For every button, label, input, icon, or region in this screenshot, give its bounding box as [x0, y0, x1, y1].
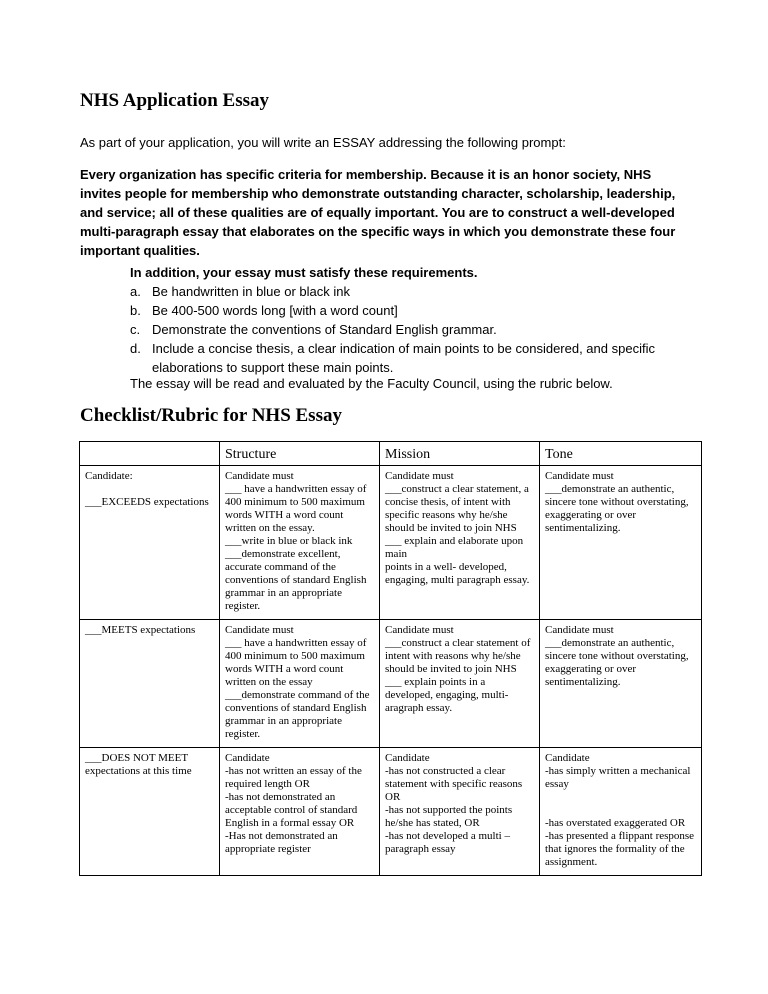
row-label-meets — [80, 620, 220, 748]
table-cell-structure: Candidate must ___ have a handwritten essay of 400 minimum to 500 maximum words WITH a word count written on the essay ___demonstrate command of the conventions of standard English grammar in an appropriate register. — [220, 620, 380, 748]
list-item — [130, 282, 700, 301]
table-cell-mission: Candidate must ___construct a clear statement of intent with reasons why he/she should be invited to join NHS ___ explain points in a developed, engaging, multi-aragraph essay. — [380, 620, 540, 748]
table-header-mission: Mission — [380, 442, 540, 466]
requirements-heading: In addition, your essay must satisfy these requirements. — [130, 265, 478, 280]
tone-text-a: Candidate -has simply written a mechanical essay — [545, 752, 691, 790]
requirements-list — [130, 282, 700, 377]
list-item-label: a. — [130, 284, 141, 299]
closing-text: The essay will be read and evaluated by the Faculty Council, using the rubric below. — [130, 376, 613, 391]
rubric-table — [79, 441, 702, 876]
table-header-row — [80, 442, 702, 466]
table-cell-tone — [540, 748, 702, 876]
list-item — [130, 301, 700, 320]
list-item — [130, 320, 700, 339]
table-header-tone: Tone — [540, 442, 702, 466]
rubric-title: Checklist/Rubric for NHS Essay — [80, 405, 342, 426]
level-label: ___MEETS expectations — [85, 624, 196, 636]
requirements-section — [130, 263, 700, 377]
list-item — [130, 339, 700, 377]
page-title: NHS Application Essay — [80, 90, 269, 111]
list-item-text: Be handwritten in blue or black ink — [152, 284, 351, 299]
table-cell-mission: Candidate must ___construct a clear statement, a concise thesis, of intent with specific reasons why he/she should be invited to join NHS ___ explain and elaborate upon main points in a well- developed, engaging, multi paragraph essay. — [380, 466, 540, 620]
table-cell-mission: Candidate -has not constructed a clear statement with specific reasons OR -has not supported the points he/she has stated, OR -has not developed a multi – paragraph essay — [380, 748, 540, 876]
tone-text-b: -has overstated exaggerated OR -has presented a flippant response that ignores the formality of the assignment. — [545, 817, 695, 868]
table-cell-structure: Candidate must ___ have a handwritten essay of 400 minimum to 500 maximum words WITH a word count written on the essay. ___write in blue or black ink ___demonstrate excellent, accurate command of the conventions of standard English grammar in an appropriate register. — [220, 466, 380, 620]
row-label-exceeds — [80, 466, 220, 620]
table-cell-tone: Candidate must ___demonstrate an authentic, sincere tone without overstating, exaggerating or over sentimentalizing. — [540, 620, 702, 748]
row-label-does-not-meet — [80, 748, 220, 876]
intro-text: As part of your application, you will write an ESSAY addressing the following prompt: — [80, 135, 566, 150]
candidate-label: Candidate: — [85, 470, 133, 482]
table-row — [80, 620, 702, 748]
table-cell-tone: Candidate must ___demonstrate an authentic, sincere tone without overstating, exaggerating or over sentimentalizing. — [540, 466, 702, 620]
list-item-label: b. — [130, 303, 141, 318]
essay-prompt: Every organization has specific criteria for membership. Because it is an honor society, NHS invites people for membership who demonstrate outstanding character, scholarship, leadership, and service; all of these qualities are of equally important. You are to construct a well-developed multi-paragraph essay that elaborates on the specific ways in which you demonstrate these four important qualities. — [80, 167, 676, 258]
list-item-text: Be 400-500 words long [with a word count] — [152, 303, 398, 318]
table-row — [80, 748, 702, 876]
table-header-blank — [80, 442, 220, 466]
list-item-label: c. — [130, 322, 141, 337]
table-row — [80, 466, 702, 620]
table-header-structure: Structure — [220, 442, 380, 466]
list-item-text: Demonstrate the conventions of Standard English grammar. — [152, 322, 497, 337]
list-item-label: d. — [130, 341, 141, 356]
level-label: ___DOES NOT MEET expectations at this time — [85, 752, 192, 777]
list-item-text: Include a concise thesis, a clear indication of main points to be considered, and specific elaborations to support these main points. — [152, 341, 655, 375]
level-label: ___EXCEEDS expectations — [85, 496, 209, 508]
table-cell-structure: Candidate -has not written an essay of the required length OR -has not demonstrated an acceptable control of standard English in a formal essay OR -Has not demonstrated an appropriate register — [220, 748, 380, 876]
